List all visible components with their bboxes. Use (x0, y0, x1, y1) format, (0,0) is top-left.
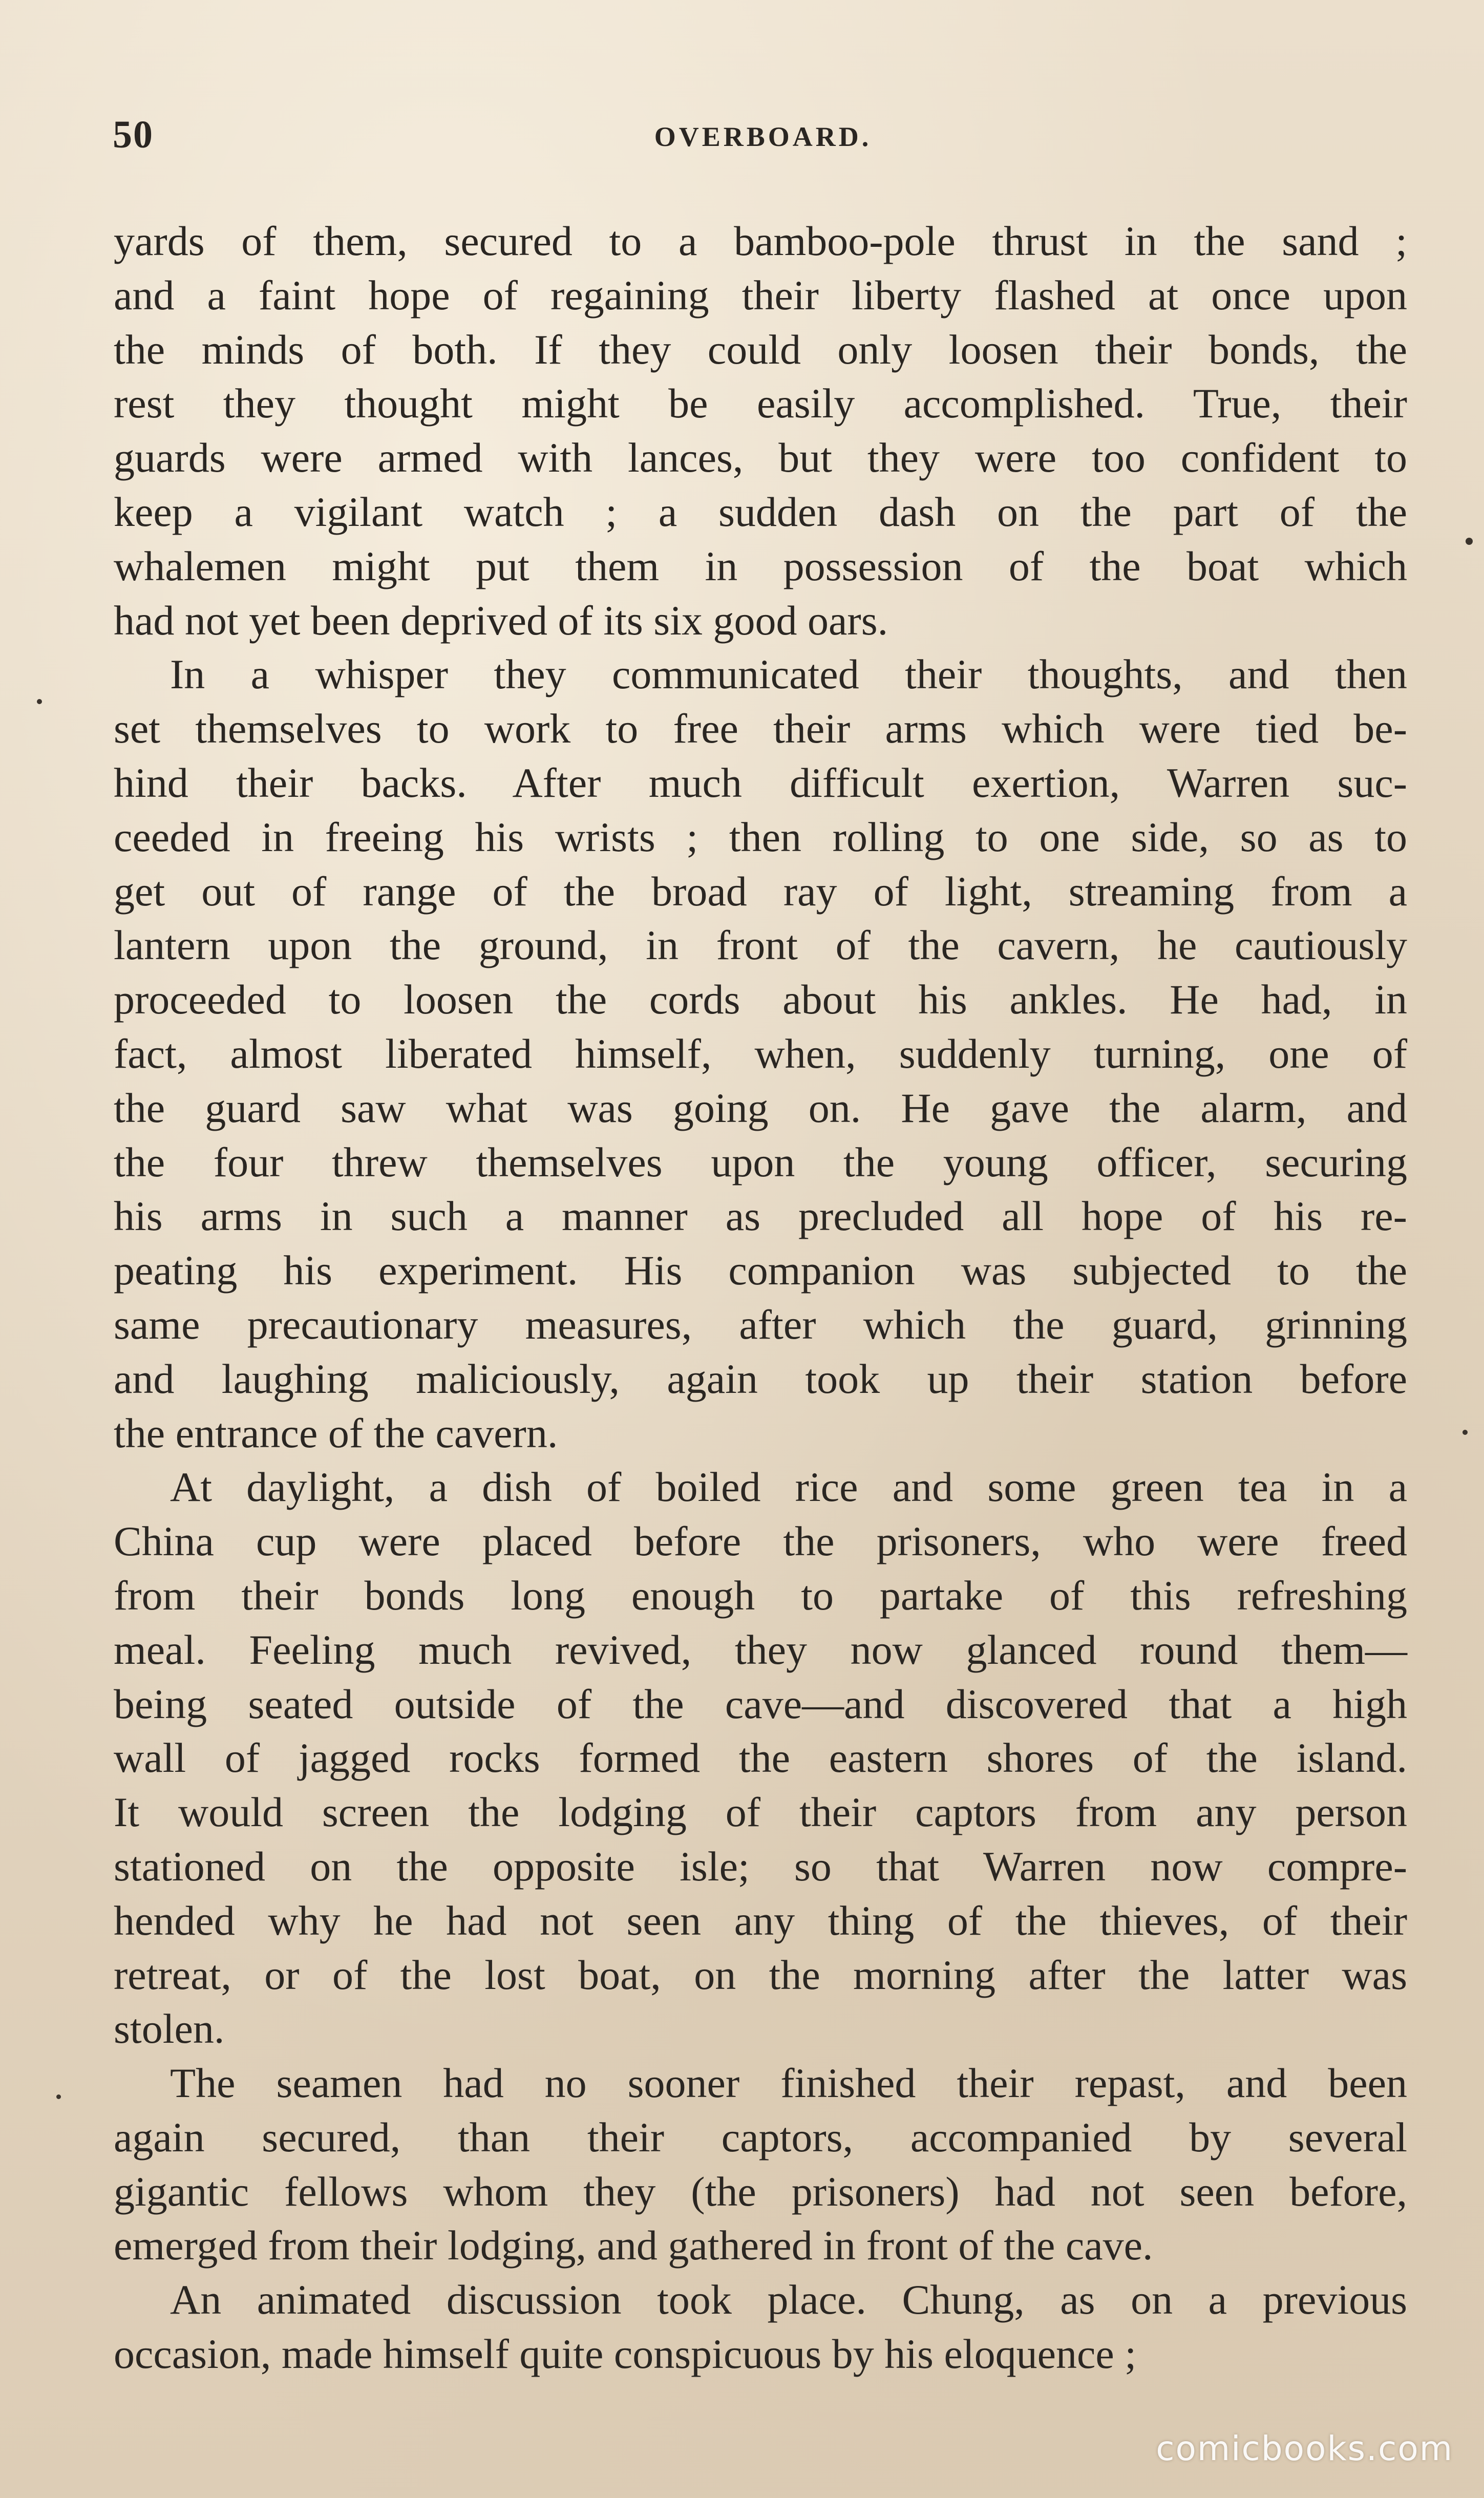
text-line: get out of range of the broad ray of light, streaming from a (114, 867, 1408, 915)
paragraph (114, 1460, 1407, 2056)
ink-speck (56, 2094, 61, 2099)
text-line: the guard saw what was going on. He gave the alarm, and (114, 1084, 1407, 1131)
text-line: An animated discussion took place. Chung, as on a previous (170, 2276, 1408, 2323)
text-line: occasion, made himself quite conspicuous by his eloquence ; (114, 2331, 1137, 2378)
text-line: meal. Feeling much revived, they now glanced round them— (114, 1626, 1407, 1673)
text-line: proceeded to loosen the cords about his ankles. He had, in (114, 976, 1407, 1023)
text-line: whalemen might put them in possession of the boat which (114, 542, 1407, 589)
watermark: comicbooks.com (1156, 2429, 1453, 2468)
text-line: same precautionary measures, after which the guard, grinning (114, 1301, 1408, 1348)
text-line: gigantic fellows whom they (the prisoners) had not seen before, (114, 2168, 1407, 2215)
body-text (114, 214, 1407, 2381)
text-line: stationed on the opposite isle; so that Warren now compre- (114, 1843, 1408, 1890)
text-line: fact, almost liberated himself, when, suddenly turning, one of (114, 1030, 1408, 1077)
paragraph (114, 647, 1407, 1460)
text-line: from their bonds long enough to partake of this refreshing (114, 1572, 1408, 1619)
text-line: guards were armed with lances, but they were too confident to (114, 434, 1407, 481)
text-line: keep a vigilant watch ; a sudden dash on the part of the (114, 488, 1407, 535)
text-line: lantern upon the ground, in front of the cavern, he cautiously (114, 922, 1408, 969)
text-line: retreat, or of the lost boat, on the morning after the latter was (114, 1951, 1407, 1998)
text-line: At daylight, a dish of boiled rice and some green tea in a (170, 1464, 1407, 1511)
text-line: the minds of both. If they could only loosen their bonds, the (114, 326, 1407, 373)
text-line: and laughing maliciously, again took up their station before (114, 1355, 1408, 1402)
text-line: the four threw themselves upon the young officer, securing (114, 1138, 1408, 1186)
text-line: and a faint hope of regaining their liberty flashed at once upon (114, 271, 1408, 319)
ink-speck (37, 699, 42, 704)
text-line: had not yet been deprived of its six good oars. (114, 597, 888, 644)
text-line: wall of jagged rocks formed the eastern shores of the island. (114, 1734, 1408, 1782)
text-line: his arms in such a manner as precluded all hope of his re- (114, 1193, 1407, 1240)
text-line: again secured, than their captors, accompanied by several (114, 2113, 1407, 2161)
text-line: In a whisper they communicated their thoughts, and then (170, 651, 1407, 698)
running-head: OVERBOARD. (654, 121, 872, 152)
page-number: 50 (113, 113, 154, 156)
text-line: It would screen the lodging of their captors from any person (114, 1789, 1408, 1836)
paragraph (114, 2056, 1407, 2273)
paragraph (114, 2273, 1407, 2381)
text-line: hind their backs. After much difficult exertion, Warren suc- (114, 759, 1408, 806)
text-line: yards of them, secured to a bamboo-pole thrust in the sand ; (114, 218, 1407, 264)
ink-speck (1462, 1430, 1468, 1435)
text-line: being seated outside of the cave—and discovered that a high (114, 1680, 1408, 1727)
ink-speck (1466, 538, 1473, 545)
text-line: ceeded in freeing his wrists ; then rolling to one side, so as to (114, 813, 1407, 860)
text-line: China cup were placed before the prisoners, who were freed (114, 1518, 1407, 1565)
page-header (113, 113, 1413, 174)
text-line: the entrance of the cavern. (114, 1409, 558, 1456)
text-line: emerged from their lodging, and gathered in front of the cave. (114, 2222, 1153, 2269)
text-line: stolen. (114, 2005, 225, 2052)
text-line: peating his experiment. His companion was subjected to the (114, 1247, 1407, 1294)
text-line: The seamen had no sooner finished their repast, and been (170, 2060, 1408, 2107)
text-line: hended why he had not seen any thing of the thieves, of their (114, 1897, 1408, 1944)
text-line: rest they thought might be easily accomplished. True, their (114, 380, 1407, 427)
paragraph (114, 214, 1407, 647)
text-line: set themselves to work to free their arms which were tied be- (114, 705, 1407, 752)
